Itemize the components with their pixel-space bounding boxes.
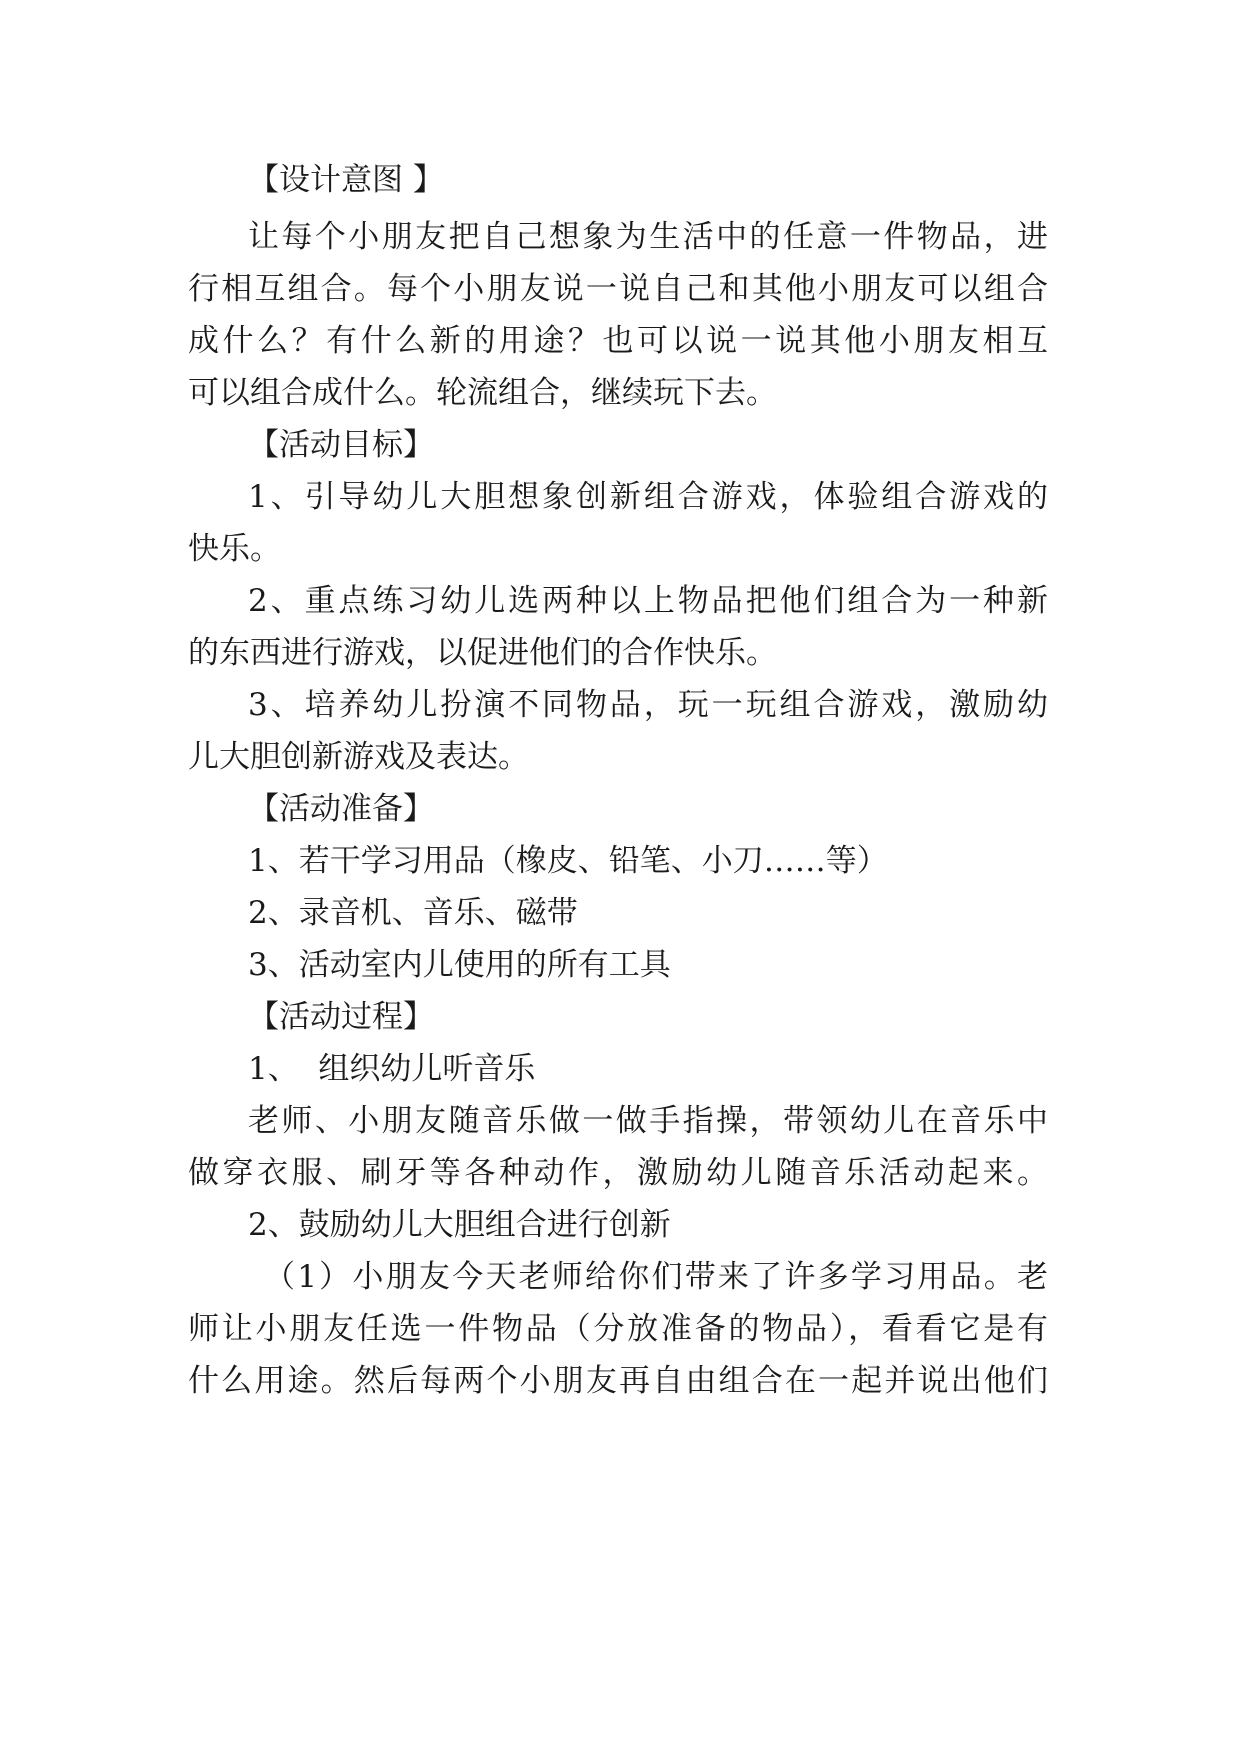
list-item: 3、培养幼儿扮演不同物品，玩一玩组合游戏，激励幼 — [248, 687, 1048, 723]
list-item: 2、录音机、音乐、磁带 — [248, 895, 578, 931]
heading-design-intent: 【设计意图 】 — [248, 162, 444, 198]
paragraph-line: 让每个小朋友把自己想象为生活中的任意一件物品，进 — [248, 219, 1048, 255]
paragraph-line: 什么用途。然后每两个小朋友再自由组合在一起并说出他们 — [188, 1363, 1048, 1399]
heading-activity-goals: 【活动目标】 — [248, 427, 434, 463]
list-item-continuation: 儿大胆创新游戏及表达。 — [188, 739, 529, 775]
list-item: 2、鼓励幼儿大胆组合进行创新 — [248, 1207, 671, 1243]
list-item: 3、活动室内儿使用的所有工具 — [248, 947, 671, 983]
list-item: 1、 组织幼儿听音乐 — [248, 1051, 536, 1087]
list-item-continuation: 快乐。 — [188, 531, 281, 567]
heading-activity-process: 【活动过程】 — [248, 999, 434, 1035]
paragraph-line: （1）小朋友今天老师给你们带来了许多学习用品。老 — [264, 1259, 1048, 1295]
list-item: 1、若干学习用品（橡皮、铅笔、小刀……等） — [248, 843, 888, 879]
list-item: 2、重点练习幼儿选两种以上物品把他们组合为一种新 — [248, 583, 1048, 619]
list-item-continuation: 的东西进行游戏，以促进他们的合作快乐。 — [188, 635, 777, 671]
paragraph-line: 成什么？有什么新的用途？也可以说一说其他小朋友相互 — [188, 323, 1048, 359]
paragraph-line: 做穿衣服、刷牙等各种动作，激励幼儿随音乐活动起来。 — [188, 1155, 1048, 1191]
paragraph-line: 师让小朋友任选一件物品（分放准备的物品），看看它是有 — [188, 1311, 1048, 1347]
heading-activity-preparation: 【活动准备】 — [248, 791, 434, 827]
paragraph-line: 行相互组合。每个小朋友说一说自己和其他小朋友可以组合 — [188, 271, 1048, 307]
paragraph-line: 老师、小朋友随音乐做一做手指操，带领幼儿在音乐中 — [248, 1103, 1048, 1139]
list-item: 1、引导幼儿大胆想象创新组合游戏，体验组合游戏的 — [248, 479, 1048, 515]
paragraph-line: 可以组合成什么。轮流组合，继续玩下去。 — [188, 375, 777, 411]
